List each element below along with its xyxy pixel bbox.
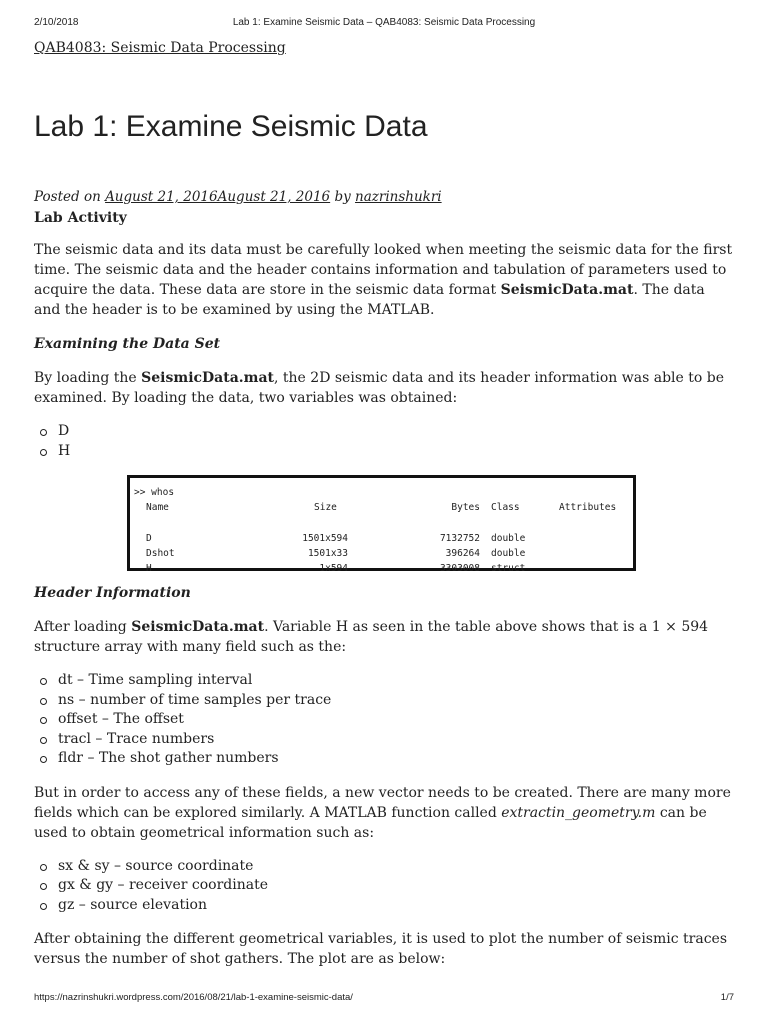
list-item: gx & gy – receiver coordinate: [38, 876, 734, 896]
section-heading-header-info: Header Information: [34, 585, 191, 601]
intro-paragraph: [34, 240, 734, 320]
row-class: double: [491, 548, 526, 559]
posted-on-label: Posted on: [34, 189, 106, 205]
row-size: 1501x594: [302, 533, 348, 544]
page-url: https://nazrinshukri.wordpress.com/2016/08/21/lab-1-examine-seismic-data/: [34, 992, 353, 1003]
row-bytes: 396264: [445, 548, 480, 559]
col-header-class: Class: [491, 502, 520, 513]
post-date-link[interactable]: August 21, 2016August 21, 2016: [105, 189, 331, 205]
after-loading-paragraph: [34, 617, 734, 657]
author-link[interactable]: nazrinshukri: [355, 189, 442, 205]
row-class: double: [491, 533, 526, 544]
loading-text: By loading the: [34, 370, 142, 386]
section-heading-data-set: Examining the Data Set: [34, 336, 221, 352]
list-item: gz – source elevation: [38, 896, 734, 916]
col-header-bytes: Bytes: [451, 502, 480, 513]
list-item: sx & sy – source coordinate: [38, 857, 734, 877]
intro-text: The seismic data and its data must be carefully looked when meeting the seismic data for the first time. The seismic data and the header contains information and tabulation of parameters used to acquire the data. These data are store in the seismic data format: [34, 242, 733, 298]
row-size: 1501x33: [307, 548, 348, 559]
intro-text-end: . The data and the header is to be examined by using the MATLAB.: [34, 282, 705, 318]
by-label: by: [330, 189, 356, 205]
col-header-attributes: Attributes: [559, 502, 617, 513]
post-meta: [34, 189, 442, 205]
geometry-list: [34, 857, 734, 916]
row-class: struct: [491, 563, 526, 574]
row-size: 1x594: [319, 563, 348, 574]
row-bytes: 3303008: [439, 563, 480, 574]
after-text: After loading: [34, 619, 132, 635]
list-item: H: [38, 442, 734, 462]
after-text-end: . Variable H as seen in the table above shows that is a 1 × 594 structure array with many field such as the:: [34, 619, 709, 655]
loading-text-end: , the 2D seismic data and its header information was able to be examined. By loading the data, two variables was obtained:: [34, 370, 724, 406]
after-filename: SeismicData.mat: [131, 619, 265, 635]
row-bytes: 7132752: [439, 533, 480, 544]
closing-paragraph: After obtaining the different geometrical variables, it is used to plot the number of seismic traces versus the number of shot gathers. The plot are as below:: [34, 931, 728, 967]
list-item: tracl – Trace numbers: [38, 730, 734, 750]
loading-filename: SeismicData.mat: [141, 370, 275, 386]
site-title-link[interactable]: QAB4083: Seismic Data Processing: [34, 40, 286, 56]
print-footer: [34, 992, 734, 1006]
list-item: offset – The offset: [38, 710, 734, 730]
loading-paragraph: [34, 368, 734, 408]
post-content: [34, 208, 734, 983]
matlab-whos-screenshot: [127, 475, 636, 574]
list-item: dt – Time sampling interval: [38, 671, 734, 691]
col-header-name: Name: [146, 502, 169, 513]
variables-list: [34, 422, 734, 461]
list-item: D: [38, 422, 734, 442]
whos-command: >> whos: [134, 487, 175, 498]
access-text-end: can be used to obtain geometrical information such as:: [34, 804, 707, 841]
row-name: Dshot: [146, 548, 175, 559]
access-paragraph: [34, 783, 734, 843]
function-name: extractin_geometry.m: [501, 804, 656, 821]
access-text: But in order to access any of these fields, a new vector needs to be created. There are many more fields which can be explored similarly. A MATLAB function called: [34, 784, 731, 821]
intro-filename: SeismicData.mat: [500, 282, 634, 298]
lab-activity-heading: Lab Activity: [34, 210, 127, 226]
col-header-size: Size: [314, 502, 337, 513]
list-item: fldr – The shot gather numbers: [38, 749, 734, 769]
post-title: Lab 1: Examine Seismic Data: [34, 110, 428, 143]
fields-list: [34, 671, 734, 769]
print-date: 2/10/2018: [34, 17, 79, 28]
row-name: D: [146, 533, 152, 544]
print-header: [34, 17, 734, 31]
page-number: 1/7: [720, 992, 734, 1003]
print-page-title: Lab 1: Examine Seismic Data – QAB4083: Seismic Data Processing: [232, 17, 536, 28]
row-name: H: [146, 563, 152, 574]
list-item: ns – number of time samples per trace: [38, 691, 734, 711]
